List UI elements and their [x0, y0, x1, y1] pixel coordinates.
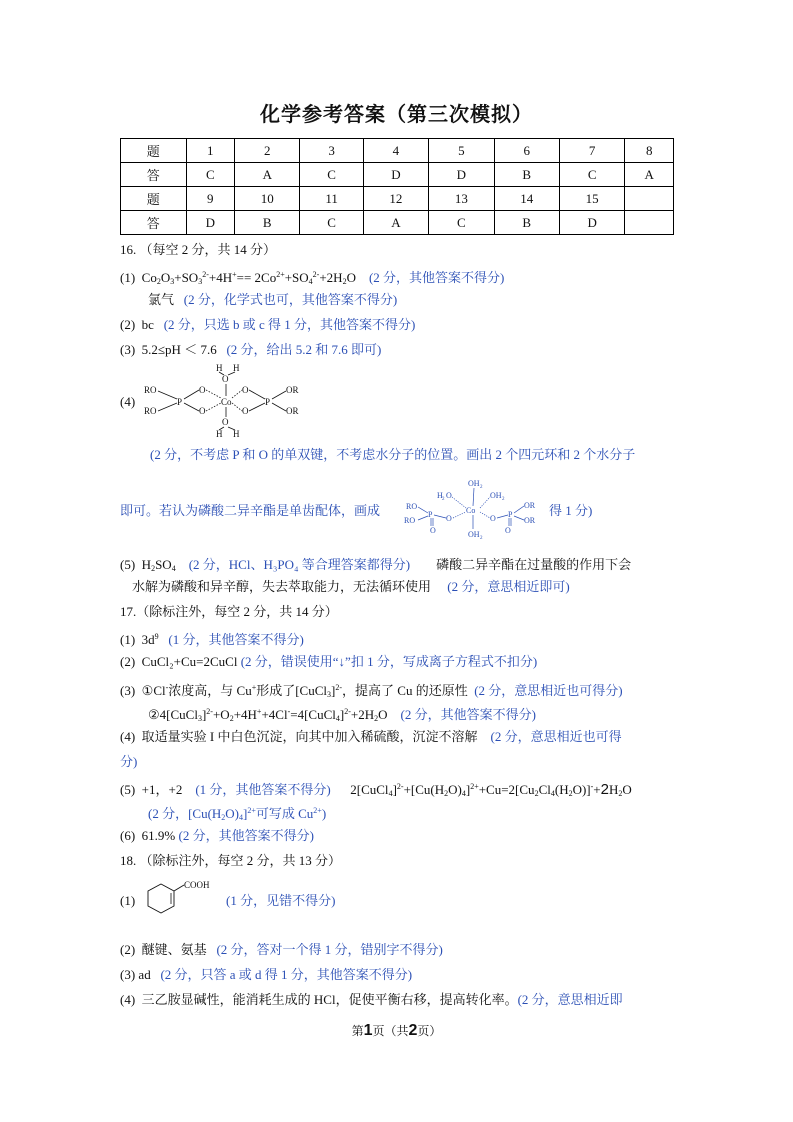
- svg-text:OR: OR: [524, 501, 536, 510]
- q17-part5-note-b: (2 分，$[Cu(H_2O)_4]^{2+}$可写成 $Cu^{2+}$): [148, 806, 327, 822]
- table-cell: 6: [494, 139, 559, 163]
- q18-part1-num: (1): [120, 893, 136, 908]
- table-cell: 答: [121, 211, 187, 235]
- svg-text:O: O: [222, 374, 229, 384]
- svg-text:OR: OR: [524, 516, 536, 525]
- q16-part4-note-c: 得 1 分): [549, 503, 593, 518]
- svg-text:H: H: [233, 429, 240, 439]
- q17-part2: (2) CuCl₂+Cu=2CuCl (2 分，错误使用“↓”扣 1 分，写成离子方程式不扣分): [120, 654, 538, 669]
- svg-text:O: O: [446, 491, 452, 500]
- table-cell: 2: [235, 139, 300, 163]
- q17-part5: (5) +1，+2 (1 分，其他答案不得分) $2[CuCl_4]^{2-}+[Cu(H_2O)_4]^{2+}+Cu=2[Cu_2Cl_4(H_2O)]^-+2H_2O$: [120, 781, 632, 798]
- svg-text:2: 2: [502, 497, 505, 502]
- table-cell: 14: [494, 187, 559, 211]
- table-cell: 8: [625, 139, 674, 163]
- table-cell: D: [186, 211, 235, 235]
- table-row: [121, 163, 674, 187]
- table-cell: D: [363, 163, 428, 187]
- svg-text:RO: RO: [144, 385, 157, 395]
- table-cell: B: [235, 211, 300, 235]
- svg-text:P: P: [428, 510, 433, 519]
- table-cell: 12: [363, 187, 428, 211]
- svg-text:O: O: [199, 385, 206, 395]
- table-cell: C: [429, 211, 494, 235]
- svg-text:O: O: [199, 406, 206, 416]
- table-cell: 3: [300, 139, 363, 163]
- svg-text:H: H: [216, 363, 223, 373]
- table-row: [121, 139, 674, 163]
- q18-header: 18. （除标注外，每空 2 分，共 13 分）: [120, 853, 342, 868]
- svg-text:P: P: [177, 397, 183, 407]
- svg-text:RO: RO: [404, 516, 416, 525]
- q16-part4-note-a: (2 分，不考虑 P 和 O 的单双键，不考虑水分子的位置。画出 2 个四元环和 2 个水分子: [150, 447, 636, 462]
- table-cell: C: [300, 211, 363, 235]
- svg-text:2: 2: [480, 536, 483, 541]
- table-cell: 1: [186, 139, 235, 163]
- svg-text:2: 2: [442, 497, 445, 502]
- table-cell: D: [429, 163, 494, 187]
- svg-text:O: O: [430, 526, 436, 535]
- table-cell: 5: [429, 139, 494, 163]
- svg-text:OH: OH: [490, 491, 502, 500]
- svg-text:O: O: [242, 385, 249, 395]
- svg-text:OH: OH: [468, 479, 480, 488]
- page-title: 化学参考答案（第三次模拟）: [260, 102, 533, 126]
- svg-text:H: H: [233, 363, 240, 373]
- svg-text:Co: Co: [221, 397, 232, 407]
- table-cell: B: [494, 163, 559, 187]
- q17-part3b: $②4[CuCl_3]^{2-}+O_2+4H^++4Cl^-=4[CuCl_4]^{2-}+2H_2O$ (2 分，其他答案不得分): [148, 707, 536, 723]
- table-cell: A: [625, 163, 674, 187]
- q16-part4-num: (4): [120, 394, 136, 409]
- q16-equation: $Co_2O_3+SO_3^{2-}+4H^+== 2Co^{2+}+SO_4^{2-}+2H_2O$: [141, 270, 356, 286]
- q16-part2: (2) bc (2 分，只选 b 或 c 得 1 分，其他答案不得分): [120, 317, 416, 332]
- q17-part4: (4) 取适量实验 I 中白色沉淀，向其中加入稀硫酸，沉淀不溶解 (2 分，意思相近也可得: [120, 729, 622, 744]
- table-cell: 10: [235, 187, 300, 211]
- svg-text:O: O: [446, 514, 452, 523]
- table-row: [121, 187, 674, 211]
- q18-part4: (4) 三乙胺显碱性，能消耗生成的 HCl，促使平衡右移，提高转化率。(2 分，意思相近即: [120, 992, 623, 1007]
- svg-text:OH: OH: [468, 530, 480, 539]
- table-cell: 9: [186, 187, 235, 211]
- q18-part1-note: (1 分，见错不得分): [226, 893, 336, 908]
- q16-part4-note-b: 即可。若认为磷酸二异辛酯是单齿配体，画成: [120, 503, 381, 518]
- table-cell: 13: [429, 187, 494, 211]
- table-cell: [625, 187, 674, 211]
- table-cell: 题: [121, 139, 187, 163]
- q18-part3: (3) ad (2 分，只答 a 或 d 得 1 分，其他答案不得分): [120, 967, 413, 982]
- table-cell: 15: [559, 187, 624, 211]
- table-cell: 4: [363, 139, 428, 163]
- q17-part6: (6) 61.9% (2 分，其他答案不得分): [120, 828, 314, 843]
- q16-part1b: 氯气 (2 分，化学式也可，其他答案不得分): [148, 292, 398, 307]
- cobalt-complex-structure: [144, 362, 312, 440]
- monodentate-complex-structure: [402, 477, 548, 541]
- table-cell: 11: [300, 187, 363, 211]
- q17-header: 17.（除标注外，每空 2 分，共 14 分）: [120, 604, 338, 619]
- svg-text:O: O: [222, 417, 229, 427]
- q16-header: 16. （每空 2 分，共 14 分）: [120, 242, 277, 257]
- table-row: [121, 211, 674, 235]
- q17-part1: (1) $3d^9$ (1 分，其他答案不得分): [120, 632, 304, 647]
- table-cell: C: [186, 163, 235, 187]
- svg-text:RO: RO: [406, 502, 418, 511]
- svg-text:OR: OR: [286, 385, 299, 395]
- table-cell: B: [494, 211, 559, 235]
- svg-text:H: H: [437, 491, 443, 500]
- svg-text:2: 2: [480, 485, 483, 490]
- cooh-label: COOH: [184, 880, 210, 890]
- table-cell: C: [559, 163, 624, 187]
- q17-part4-cont: 分): [120, 754, 138, 769]
- table-cell: C: [300, 163, 363, 187]
- table-cell: A: [363, 211, 428, 235]
- q16-part5b: 水解为磷酸和异辛醇，失去萃取能力，无法循环使用 (2 分，意思相近即可): [132, 579, 570, 594]
- svg-text:P: P: [508, 510, 513, 519]
- svg-text:P: P: [265, 397, 271, 407]
- q16-part1: (1) $Co_2O_3+SO_3^{2-}+4H^+== 2Co^{2+}+SO_4^{2-}+2H_2O$ (2 分，其他答案不得分): [120, 270, 505, 286]
- svg-text:O: O: [490, 514, 496, 523]
- table-cell: 7: [559, 139, 624, 163]
- benzoic-acid-structure: [144, 876, 224, 920]
- svg-text:RO: RO: [144, 406, 157, 416]
- table-cell: D: [559, 211, 624, 235]
- svg-text:Co: Co: [466, 506, 476, 515]
- page-footer: 第1页（共2页）: [351, 1022, 442, 1039]
- q16-part5: (5) $H_2SO_4$ (2 分，HCl、H₃PO₄ 等合理答案都得分) 磷酸二异辛酯在过量酸的作用下会: [120, 557, 632, 573]
- table-cell: [625, 211, 674, 235]
- table-cell: 答: [121, 163, 187, 187]
- answer-table: [120, 138, 674, 235]
- svg-text:O: O: [505, 526, 511, 535]
- table-cell: 题: [121, 187, 187, 211]
- svg-text:H: H: [216, 429, 223, 439]
- svg-text:OR: OR: [286, 406, 299, 416]
- table-cell: A: [235, 163, 300, 187]
- q17-part3a: (3) ①Cl-浓度高，与 Cu+形成了[CuCl$_3$]$^{2-}$，提高了 Cu 的还原性 (2 分，意思相近也可得分): [120, 683, 623, 699]
- svg-text:O: O: [242, 406, 249, 416]
- q18-part2: (2) 醚键、氨基 (2 分，答对一个得 1 分，错别字不得分): [120, 942, 443, 957]
- q16-part3: (3) 5.2≤pH ＜ 7.6 (2 分，给出 5.2 和 7.6 即可): [120, 342, 382, 357]
